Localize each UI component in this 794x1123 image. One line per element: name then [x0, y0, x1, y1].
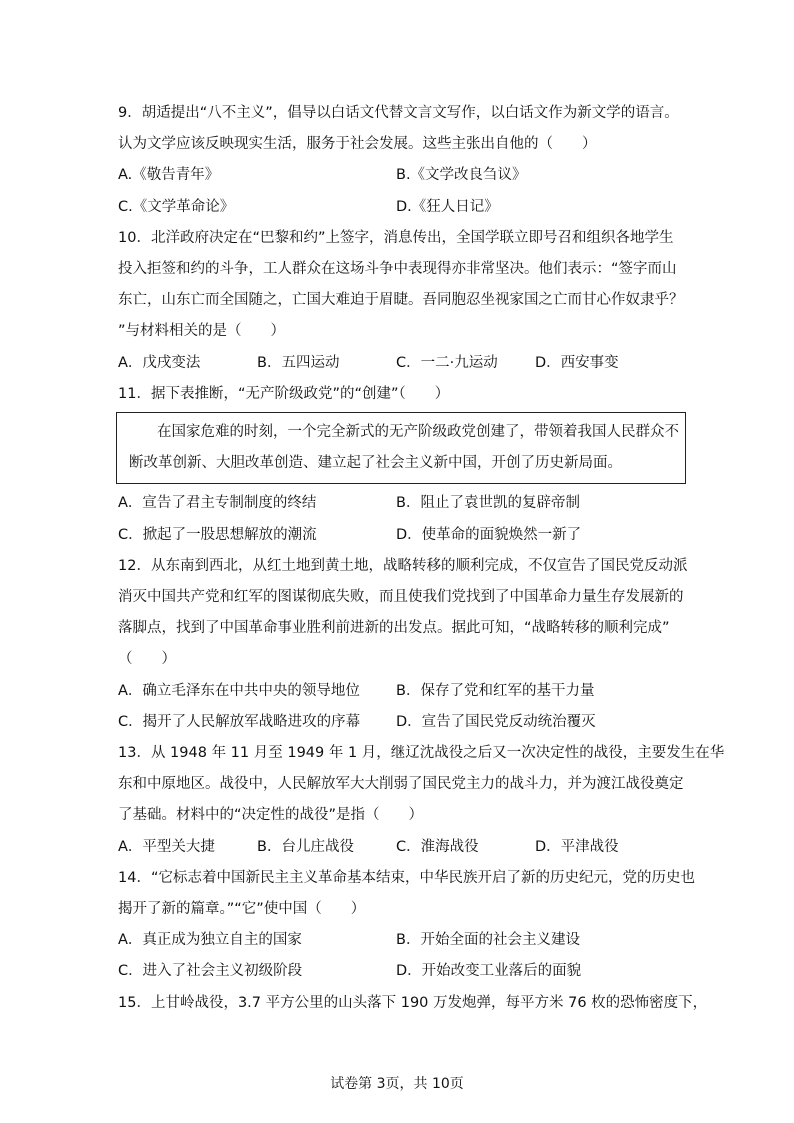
- question-14: [118, 863, 695, 988]
- option-b[interactable]: B．台儿庄战役: [257, 838, 354, 855]
- question-9: [118, 98, 684, 223]
- option-c[interactable]: C．掀起了一股思想解放的潮流: [118, 526, 317, 543]
- question-13: [118, 738, 725, 863]
- question-text-line: （ ）: [118, 651, 176, 668]
- option-a[interactable]: A．宣告了君主专制制度的终结: [118, 495, 317, 512]
- option-c[interactable]: C．淮海战役: [396, 838, 479, 855]
- question-text-line: ”与材料相关的是（ ）: [118, 323, 286, 340]
- question-text-line: 10．北洋政府决定在“巴黎和约”上签字，消息传出，全国学联立即号召和组织各地学生: [118, 229, 674, 246]
- option-b[interactable]: B．开始全面的社会主义建设: [396, 932, 580, 949]
- option-c[interactable]: C．揭开了人民解放军战略进攻的序幕: [118, 713, 361, 730]
- question-text-line: 消灭中国共产党和红军的图谋彻底失败，而且使我们党找到了中国革命力量生存发展新的: [118, 589, 684, 606]
- question-text-line: 13．从 1948 年 11 月至 1949 年 1 月，继辽沈战役之后又一次决定性的战役，主要发生在华: [118, 745, 725, 762]
- question-text-line: 9．胡适提出“八不主义”，倡导以白话文代替文言文写作，以白话文作为新文学的语言。: [118, 105, 679, 121]
- question-text-line: 东亡，山东亡而全国随之，亡国大难迫于眉睫。吾同胞忍坐视家国之亡而甘心作奴隶乎？: [118, 292, 684, 309]
- option-a[interactable]: A．真正成为独立自主的国家: [118, 932, 302, 949]
- option-a[interactable]: A．平型关大捷: [118, 838, 215, 855]
- option-b[interactable]: B．五四运动: [257, 354, 340, 371]
- question-text-line: 认为文学应该反映现实生活，服务于社会发展。这些主张出自他的（ ）: [118, 136, 597, 153]
- question-text-line: 12．从东南到西北，从红土地到黄土地，战略转移的顺利完成，不仅宣告了国民党反动派: [118, 557, 688, 574]
- option-d[interactable]: D．开始改变工业落后的面貌: [396, 963, 582, 980]
- option-d[interactable]: D．平津战役: [535, 838, 619, 855]
- question-text-line: 东和中原地区。战役中，人民解放军大大削弱了国民党主力的战斗力，并为渡江战役奠定: [118, 776, 684, 793]
- question-text-line: 落脚点，找到了中国革命事业胜利前进新的出发点。据此可知，“战略转移的顺利完成”: [118, 620, 670, 637]
- option-c[interactable]: C．进入了社会主义初级阶段: [118, 963, 303, 980]
- options-row: [118, 488, 684, 519]
- question-10: [118, 223, 684, 379]
- option-d[interactable]: D.《狂人日记》: [396, 198, 499, 215]
- options-row: [118, 956, 684, 987]
- option-a[interactable]: A.《敬告青年》: [118, 167, 220, 184]
- question-text-line: 投入拒签和约的斗争，工人群众在这场斗争中表现得亦非常坚决。他们表示：“签字而山: [118, 261, 677, 278]
- option-d[interactable]: D．宣告了国民党反动统治覆灭: [396, 713, 596, 730]
- options-row: [118, 925, 684, 956]
- material-text-line: 断改革创新、大胆改革创造、建立起了社会主义新中国，开创了历史新局面。: [129, 455, 622, 472]
- option-a[interactable]: A．确立毛泽东在中共中央的领导地位: [118, 682, 360, 699]
- option-a[interactable]: A．戊戌变法: [118, 354, 201, 371]
- question-text-line: 15．上甘岭战役，3.7 平方公里的山头落下 190 万发炮弹，每平方米 76 枚的恐怖密度下，: [118, 994, 708, 1011]
- option-b[interactable]: B．保存了党和红军的基干力量: [396, 682, 595, 699]
- question-11: [118, 379, 684, 551]
- options-row: [118, 348, 684, 379]
- option-c[interactable]: C.《文学革命论》: [118, 198, 235, 215]
- page-footer: 试卷第 3页，共 10页: [330, 1076, 464, 1092]
- option-b[interactable]: B．阻止了袁世凯的复辟帝制: [396, 495, 580, 512]
- option-b[interactable]: B.《文学改良刍议》: [396, 167, 527, 184]
- question-text-line: 14．“它标志着中国新民主主义革命基本结束，中华民族开启了新的历史纪元，党的历史也: [118, 869, 695, 886]
- material-text-line: 在国家危难的时刻，一个完全新式的无产阶级政党创建了，带领着我国人民群众不: [157, 424, 679, 441]
- question-text-line: 11．据下表推断，“无产阶级政党”的“创建”（ ）: [118, 385, 450, 402]
- options-row: [118, 707, 684, 738]
- question-12: [118, 551, 688, 738]
- questions-area: [118, 98, 725, 1019]
- options-row: [118, 160, 684, 191]
- question-15: [118, 988, 708, 1019]
- options-row: [118, 832, 684, 863]
- question-text-line: 了基础。材料中的“决定性的战役”是指（ ）: [118, 807, 424, 824]
- options-row: [118, 520, 684, 551]
- option-d[interactable]: D．使革命的面貌焕然一新了: [396, 526, 582, 543]
- material-box: [116, 412, 686, 484]
- options-row: [118, 192, 684, 223]
- option-c[interactable]: C．一二·九运动: [396, 354, 498, 371]
- options-row: [118, 676, 684, 707]
- option-d[interactable]: D．西安事变: [535, 354, 619, 371]
- question-text-line: 揭开了新的篇章。”“它”使中国（ ）: [118, 901, 366, 918]
